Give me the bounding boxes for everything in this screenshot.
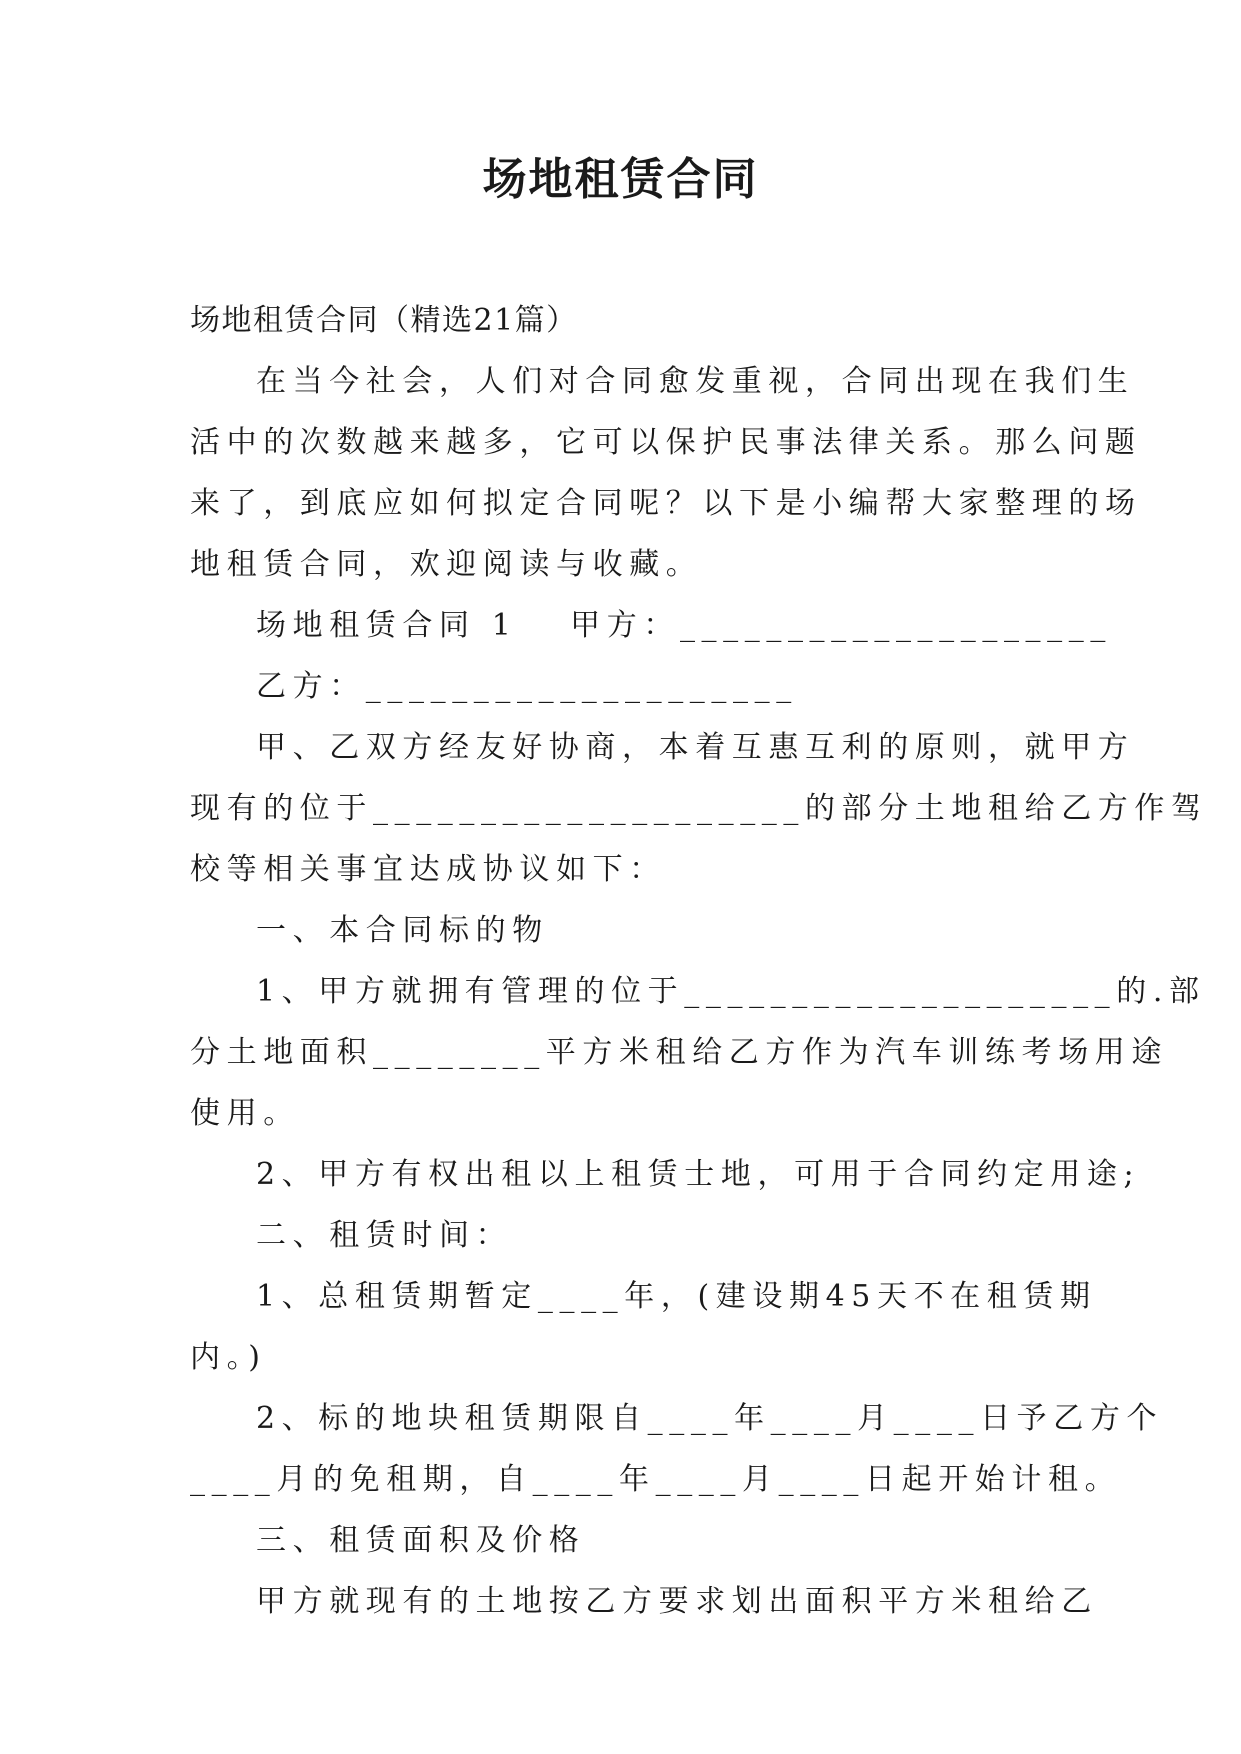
document-line: 1、甲方就拥有管理的位于____________________的.部 <box>256 974 1206 1009</box>
document-line: 1、总租赁期暂定____年，(建设期45天不在租赁期 <box>256 1279 1097 1314</box>
document-line-party-b: 乙方：____________________ <box>256 669 798 704</box>
document-line: 在当今社会，人们对合同愈发重视，合同出现在我们生 <box>256 364 1135 399</box>
document-line-party-a: 场地租赁合同 1 甲方：____________________ <box>256 608 1112 643</box>
document-line-subtitle: 场地租赁合同（精选21篇） <box>190 303 578 338</box>
section-heading: 三、租赁面积及价格 <box>256 1523 586 1558</box>
document-line: ____月的免租期，自____年____月____日起开始计租。 <box>190 1462 1122 1497</box>
document-title: 场地租赁合同 <box>482 154 759 205</box>
document-line: 地租赁合同，欢迎阅读与收藏。 <box>190 547 703 582</box>
document-line: 现有的位于____________________的部分土地租给乙方作驾 <box>190 791 1208 826</box>
document-line: 使用。 <box>190 1096 300 1131</box>
section-heading: 一、本合同标的物 <box>256 913 549 948</box>
document-line: 分土地面积________平方米租给乙方作为汽车训练考场用途 <box>190 1035 1168 1070</box>
document-line: 来了，到底应如何拟定合同呢？以下是小编帮大家整理的场 <box>190 486 1142 521</box>
document-line: 活中的次数越来越多，它可以保护民事法律关系。那么问题 <box>190 425 1142 460</box>
document-line: 校等相关事宜达成协议如下： <box>190 852 666 887</box>
document-body <box>190 290 1208 1632</box>
document-line: 内。) <box>190 1340 267 1375</box>
document-line: 甲方就现有的土地按乙方要求划出面积平方米租给乙 <box>256 1584 1098 1619</box>
document-line: 2、标的地块租赁期限自____年____月____日予乙方个 <box>256 1401 1164 1436</box>
document-line: 甲、乙双方经友好协商，本着互惠互利的原则，就甲方 <box>256 730 1135 765</box>
section-heading: 二、租赁时间： <box>256 1218 513 1253</box>
document-line: 2、甲方有权出租以上租赁士地，可用于合同约定用途; <box>256 1157 1141 1192</box>
